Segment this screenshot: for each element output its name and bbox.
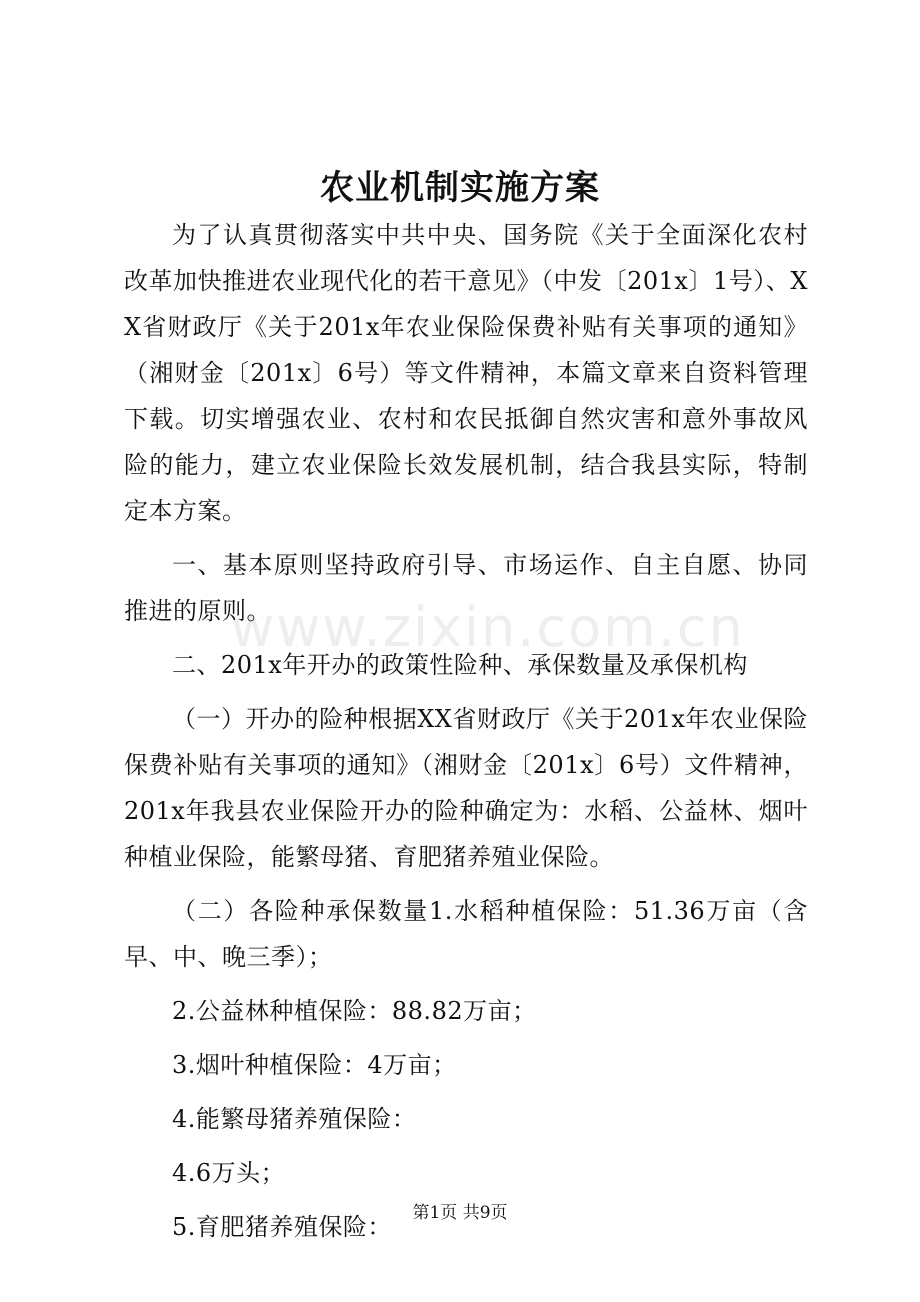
list-item: 5.育肥猪养殖保险： <box>172 1213 392 1241</box>
paragraph-insurance-types: （一）开办的险种根据XX省财政厅《关于201x年农业保险保费补贴有关事项的通知》（湘财金〔201x〕6号）文件精神，201x年我县农业保险开办的险种确定为：水稻、公益林、烟叶种植业保险，能繁母猪、育肥猪养殖业保险。 <box>124 705 808 871</box>
paragraph-quantities: （二）各险种承保数量1.水稻种植保险：51.36万亩（含早、中、晚三季）； <box>124 897 808 971</box>
document-body <box>124 212 808 1258</box>
list-item: 2.公益林种植保险：88.82万亩； <box>172 997 537 1025</box>
paragraph-principle: 一、基本原则坚持政府引导、市场运作、自主自愿、协同推进的原则。 <box>124 551 808 625</box>
page-number-footer: 第1页 共9页 <box>412 1203 508 1223</box>
paragraph-intro: 为了认真贯彻落实中共中央、国务院《关于全面深化农村改革加快推进农业现代化的若干意见》（中发〔201x〕1号）、XX省财政厅《关于201x年农业保险保费补贴有关事项的通知》（湘财金〔201x〕6号）等文件精神，本篇文章来自资料管理下载。切实增强农业、农村和农民抵御自然灾害和意外事故风险的能力，建立农业保险长效发展机制，结合我县实际，特制定本方案。 <box>124 221 808 525</box>
paragraph-section-two: 二、201x年开办的政策性险种、承保数量及承保机构 <box>172 651 748 679</box>
list-item: 3.烟叶种植保险：4万亩； <box>172 1051 457 1079</box>
list-item: 4.6万头； <box>172 1159 286 1187</box>
list-item: 4.能繁母猪养殖保险： <box>172 1105 417 1133</box>
watermark: www.zixin.com.cn <box>230 596 745 659</box>
document-title: 农业机制实施方案 <box>320 168 600 208</box>
